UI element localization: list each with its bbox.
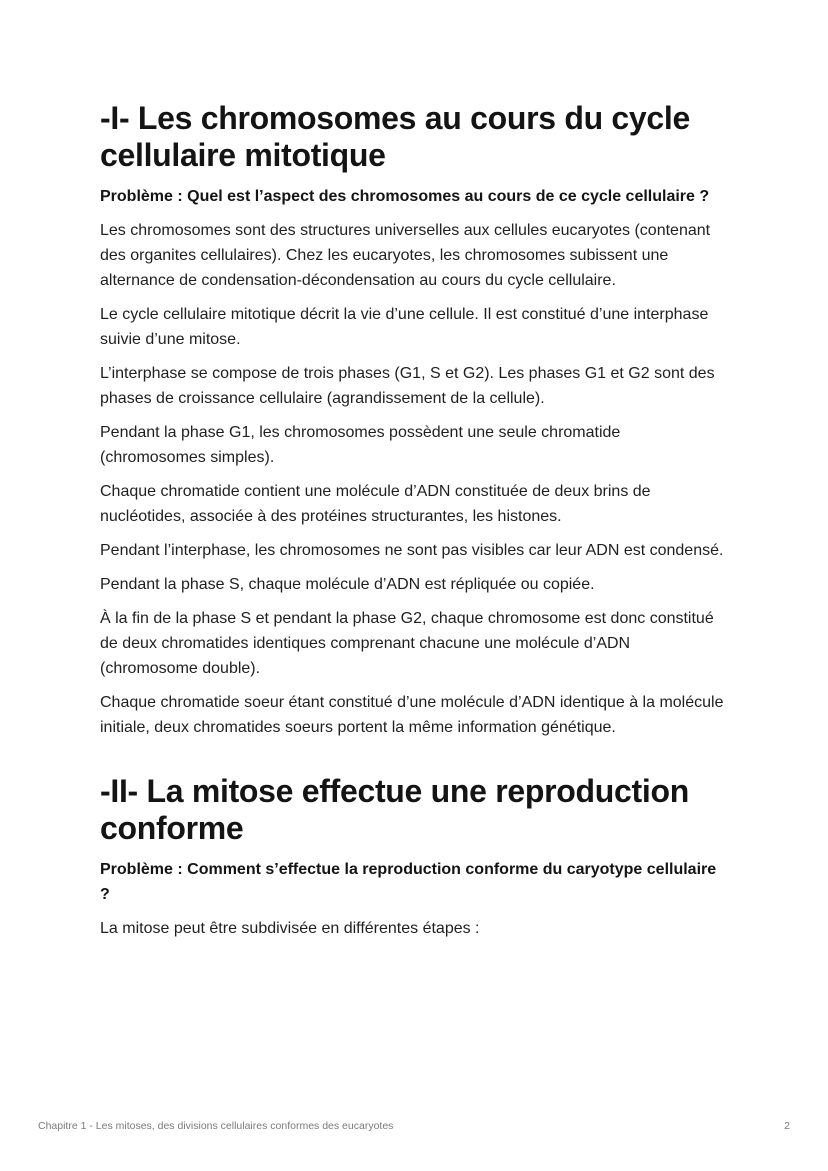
paragraph: Pendant l’interphase, les chromosomes ne sont pas visibles car leur ADN est condensé. xyxy=(100,542,724,559)
paragraph: La mitose peut être subdivisée en différentes étapes : xyxy=(100,920,480,937)
section-2-heading: -II- La mitose effectue une reproduction conforme xyxy=(100,773,689,846)
section-1-problem: Problème : Quel est l’aspect des chromosomes au cours de ce cycle cellulaire ? xyxy=(100,188,710,205)
paragraph: Pendant la phase G1, les chromosomes possèdent une seule chromatide (chromosomes simples). xyxy=(100,424,621,466)
paragraph: Pendant la phase S, chaque molécule d’ADN est répliquée ou copiée. xyxy=(100,576,595,593)
paragraph: Chaque chromatide contient une molécule d’ADN constituée de deux brins de nucléotides, associée à des protéines structurantes, les histones. xyxy=(100,483,651,525)
section-1 xyxy=(100,100,730,740)
section-1-heading: -I- Les chromosomes au cours du cycle cellulaire mitotique xyxy=(100,100,690,173)
paragraph: L’interphase se compose de trois phases (G1, S et G2). Les phases G1 et G2 sont des phases de croissance cellulaire (agrandissement de la cellule). xyxy=(100,365,715,407)
section-2 xyxy=(100,773,730,941)
paragraph: Les chromosomes sont des structures universelles aux cellules eucaryotes (contenant des organites cellulaires). Chez les eucaryotes, les chromosomes subissent une alternance de condensation-décondensation au cours du cycle cellulaire. xyxy=(100,222,711,289)
paragraph: À la fin de la phase S et pendant la phase G2, chaque chromosome est donc constitué de deux chromatides identiques comprenant chacune une molécule d’ADN (chromosome double). xyxy=(100,610,714,677)
paragraph: Le cycle cellulaire mitotique décrit la vie d’une cellule. Il est constitué d’une interphase suivie d’une mitose. xyxy=(100,306,709,348)
document-page xyxy=(100,100,730,950)
section-2-problem: Problème : Comment s’effectue la reproduction conforme du caryotype cellulaire ? xyxy=(100,861,717,903)
page-number: 2 xyxy=(784,1120,790,1132)
footer-title: Chapitre 1 - Les mitoses, des divisions cellulaires conformes des eucaryotes xyxy=(38,1120,394,1132)
page-footer xyxy=(38,1120,790,1132)
paragraph: Chaque chromatide soeur étant constitué d’une molécule d’ADN identique à la molécule initiale, deux chromatides soeurs portent la même information génétique. xyxy=(100,694,724,736)
